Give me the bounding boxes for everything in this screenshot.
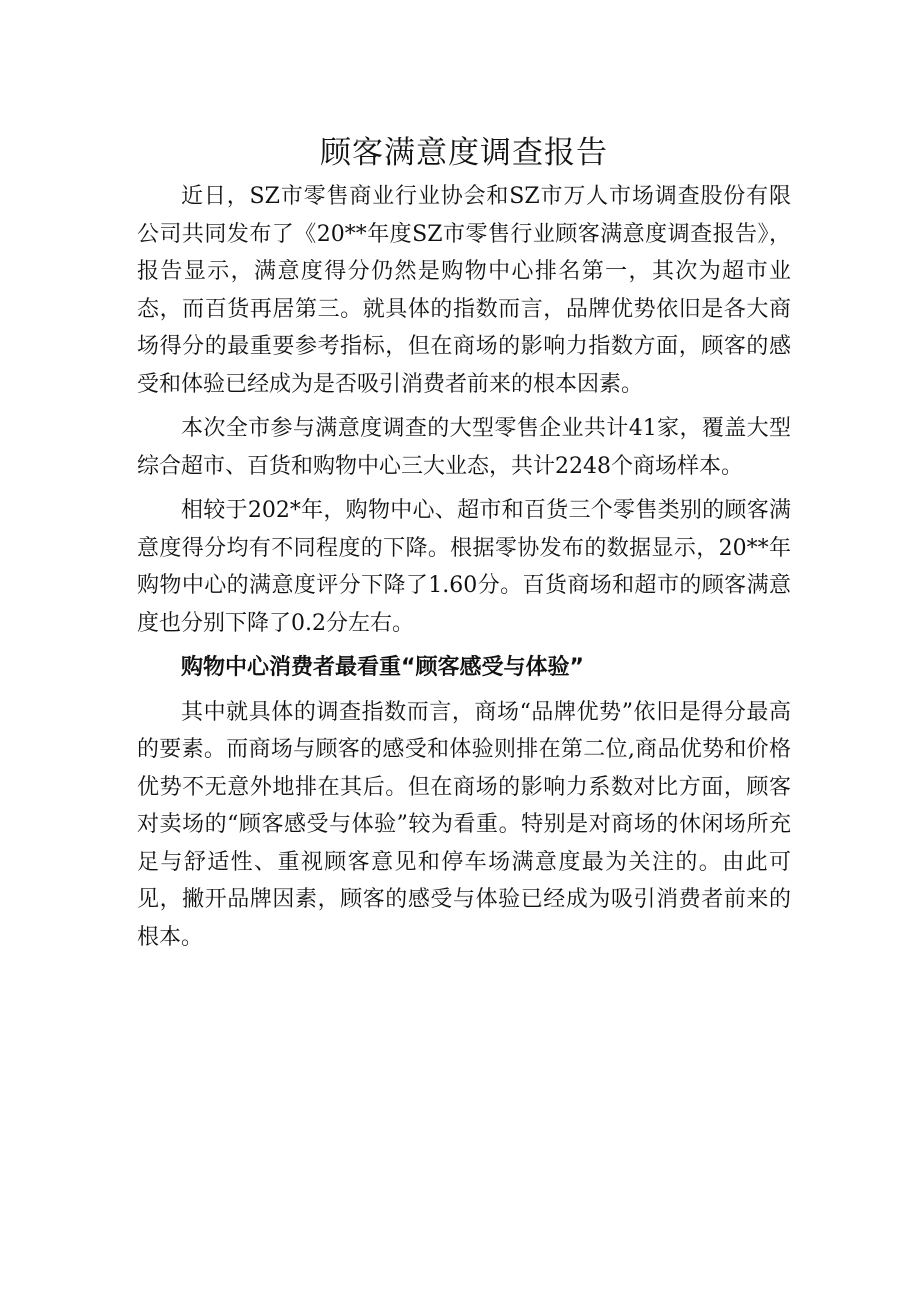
document-title: 顾客满意度调查报告 <box>320 135 608 171</box>
section-heading: 购物中心消费者最看重“顾客感受与体验” <box>181 655 584 680</box>
paragraph-intro: 近日，SZ市零售商业行业协会和SZ市万人市场调查股份有限公司共同发布了《20**年度SZ市零售行业顾客满意度调查报告》，报告显示，满意度得分仍然是购物中心排名第一，其次为超市业态，而百货再居第三。就具体的指数而言，品牌优势依旧是各大商场得分的最重要参考指标，但在商场的影响力指数方面，顾客的感受和体验已经成为是否吸引消费者前来的根本因素。 <box>137 184 791 397</box>
paragraph-index-details: 其中就具体的调查指数而言，商场“品牌优势”依旧是得分最高的要素。而商场与顾客的感受和体验则排在第二位,商品优势和价格优势不无意外地排在其后。但在商场的影响力系数对比方面，顾客对卖场的“顾客感受与体验”较为看重。特别是对商场的休闲场所充足与舒适性、重视顾客意见和停车场满意度最为关注的。由此可见，撇开品牌因素，顾客的感受与体验已经成为吸引消费者前来的根本。 <box>137 699 791 950</box>
document-page <box>137 128 791 956</box>
paragraph-score-decline: 相较于202*年，购物中心、超市和百货三个零售类别的顾客满意度得分均有不同程度的下降。根据零协发布的数据显示，20**年购物中心的满意度评分下降了1.60分。百货商场和超市的顾客满意度也分别下降了0.2分左右。 <box>137 498 791 636</box>
paragraph-survey-scope: 本次全市参与满意度调查的大型零售企业共计41家，覆盖大型综合超市、百货和购物中心三大业态，共计2248个商场样本。 <box>137 416 791 479</box>
